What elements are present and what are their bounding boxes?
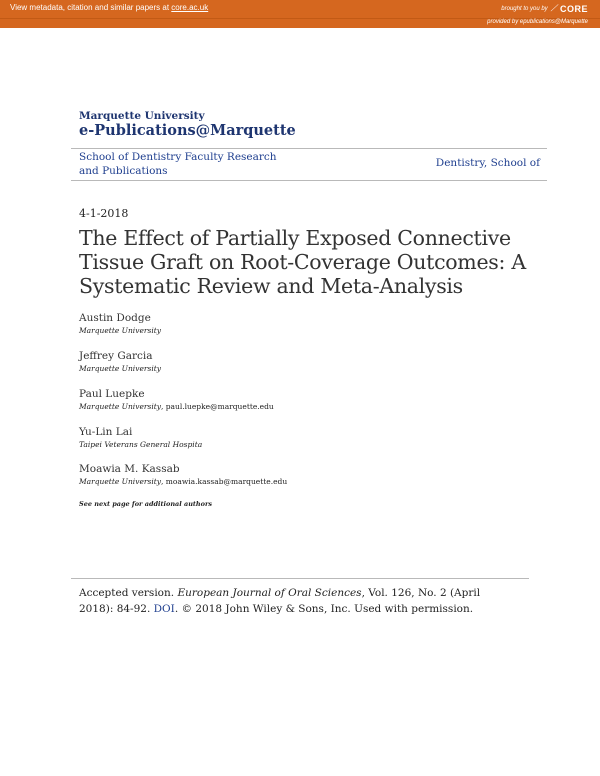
affiliation-text: Marquette University <box>79 364 161 373</box>
core-ac-uk-link[interactable]: core.ac.uk <box>171 3 209 12</box>
author-email: moawia.kassab@marquette.edu <box>165 477 288 486</box>
divider-top <box>71 148 547 149</box>
author-name: Moawia M. Kassab <box>79 463 180 475</box>
author-entry <box>79 350 161 375</box>
core-subbar <box>0 18 600 28</box>
core-brand[interactable] <box>501 3 588 14</box>
divider-citation <box>71 578 529 579</box>
university-name[interactable]: Marquette University <box>79 110 205 122</box>
affiliation-text: Marquette University <box>79 402 161 411</box>
author-affiliation: Marquette University, paul.luepke@marquette.edu <box>79 402 274 411</box>
citation-prefix: Accepted version. <box>79 587 178 599</box>
core-banner <box>0 0 600 18</box>
view-metadata-label: View metadata, citation and similar papers at <box>10 3 172 12</box>
author-name: Yu-Lin Lai <box>79 426 133 438</box>
author-affiliation <box>79 363 161 375</box>
provided-by-label: provided by epublications@Marquette <box>487 19 588 25</box>
author-name: Austin Dodge <box>79 312 151 324</box>
journal-name: European Journal of Oral Sciences <box>177 587 362 599</box>
citation-suffix: . © 2018 John Wiley & Sons, Inc. Used with permission. <box>174 603 474 615</box>
author-affiliation: Marquette University, moawia.kassab@marquette.edu <box>79 477 288 486</box>
collection-link[interactable]: School of Dentistry Faculty Research and Publications <box>79 151 277 177</box>
article-title: The Effect of Partially Exposed Connective Tissue Graft on Root-Coverage Outcomes: A Systematic Review and Meta-Analysis <box>79 226 526 298</box>
divider-bottom <box>71 180 547 181</box>
author-entry <box>79 312 161 337</box>
affiliation-text: Marquette University <box>79 477 161 486</box>
author-affiliation <box>79 439 202 451</box>
core-logo-text: CORE <box>559 3 588 14</box>
author-entry <box>79 463 287 488</box>
author-entry <box>79 426 202 451</box>
department-link[interactable]: Dentistry, School of <box>435 157 540 169</box>
author-affiliation <box>79 325 161 337</box>
doi-link[interactable]: DOI <box>153 603 175 615</box>
repository-name[interactable]: e-Publications@Marquette <box>79 122 296 139</box>
author-entry <box>79 388 274 413</box>
citation-text <box>79 585 509 617</box>
publication-date: 4-1-2018 <box>79 207 129 220</box>
author-name: Paul Luepke <box>79 388 145 400</box>
affiliation-text: Taipei Veterans General Hospita <box>79 440 203 449</box>
affiliation-text: Marquette University <box>79 326 161 335</box>
core-logo-icon: ⟋ <box>550 3 557 13</box>
view-metadata-text <box>10 3 208 12</box>
brought-to-you-label: brought to you by <box>501 5 548 12</box>
author-email: paul.luepke@marquette.edu <box>165 402 274 411</box>
author-name: Jeffrey Garcia <box>79 350 153 362</box>
citation-details: , Vol. 126, No. 2 (April 2018): 84-92. <box>79 587 481 615</box>
see-next-page-note: See next page for additional authors <box>79 500 213 508</box>
